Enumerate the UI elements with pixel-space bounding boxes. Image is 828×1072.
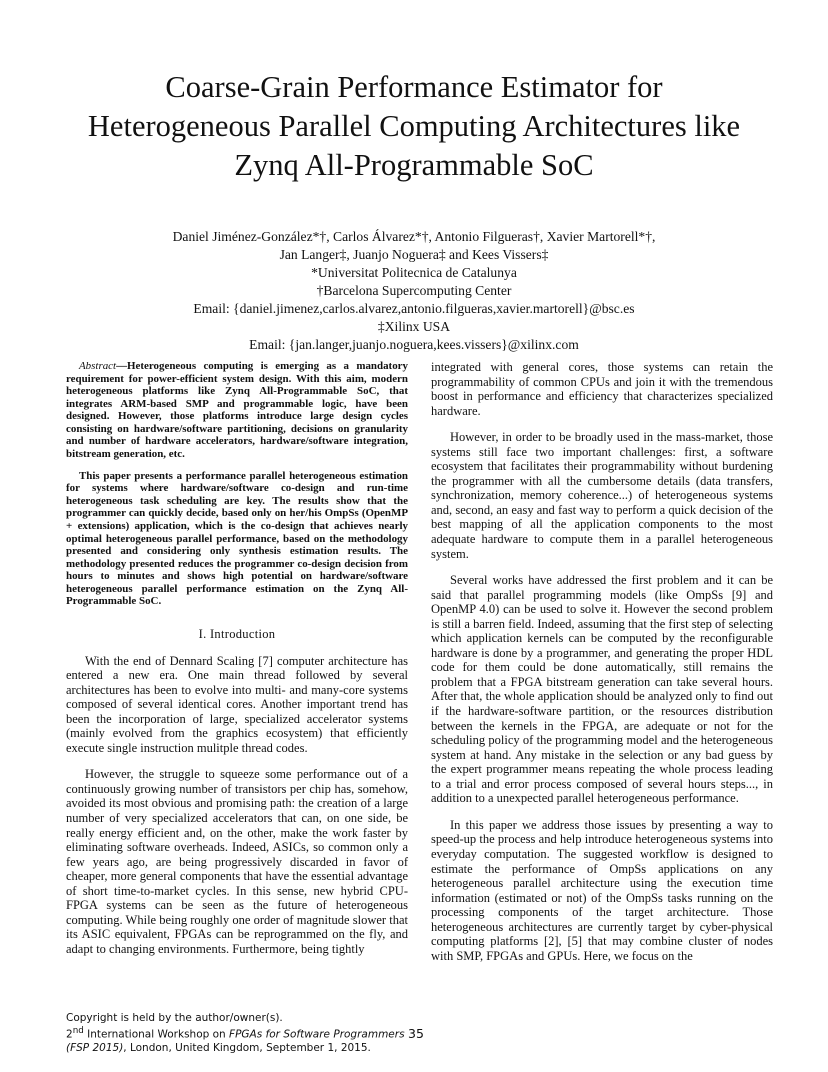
paper-title <box>40 68 788 185</box>
affiliation: ‡Xilinx USA <box>377 319 451 334</box>
email-line: Email: {daniel.jimenez,carlos.alvarez,antonio.filgueras,xavier.martorell}@bsc.es <box>193 301 635 316</box>
body-paragraph: However, in order to be broadly used in the mass-market, those systems still face two important challenges: first, a software ecosystem that facilitates their programmability without burdening the programmer with all the cumbersome details (data transfers, synchronization, memory coherence...) of heterogeneous systems and, second, an easy and fast way to perform a quick decision of the best mapping of all the application components to the most adequate hardware to compute them in a parallel heterogeneous system. <box>431 430 773 561</box>
title-line: Coarse-Grain Performance Estimator for <box>165 70 663 104</box>
abstract-label: Abstract <box>79 360 117 372</box>
workshop-line <box>66 1025 405 1042</box>
affiliation: *Universitat Politecnica de Catalunya <box>311 265 517 280</box>
title-line: Heterogeneous Parallel Computing Architectures like <box>87 109 741 143</box>
workshop-acronym: (FSP 2015) <box>66 1041 124 1054</box>
right-column <box>431 360 773 963</box>
workshop-name: FPGAs for Software Programmers <box>229 1028 405 1041</box>
author-list: Daniel Jiménez-González*†, Carlos Álvarez*†, Antonio Filgueras†, Xavier Martorell*†, <box>172 229 656 244</box>
body-paragraph: In this paper we address those issues by presenting a way to speed-up the process and help introduce heterogeneous systems into everyday computation. The suggested workflow is designed to estimate the performance of OmpSs applications on any heterogeneous parallel architecture using the execution time information (estimated or not) of the OmpSs tasks running on the processing components of the target architecture. Those heterogeneous architectures are currently target by cyber-physical computing platforms [2], [5] that may combine cluster of nodes with SMP, FPGAs and GPUs. Here, we focus on the <box>431 817 773 963</box>
email-line: Email: {jan.langer,juanjo.noguera,kees.vissers}@xilinx.com <box>249 337 579 352</box>
page-number: 35 <box>408 1026 424 1041</box>
copyright-line: Copyright is held by the author/owner(s). <box>66 1012 283 1024</box>
workshop-ordinal: 2 <box>66 1028 73 1041</box>
author-list: Jan Langer‡, Juanjo Noguera‡ and Kees Vissers‡ <box>279 247 549 262</box>
copyright-footer <box>66 1012 405 1055</box>
body-paragraph: With the end of Dennard Scaling [7] computer architecture has entered a new era. One main thread followed by several architectures has been to evolve into multi- and many-core systems composed of several identical cores. Another important trend has been the incorporation of large, specialized accelerator systems (mainly evolved from the graphics ecosystem) that efficiently execute single instruction mulitple thread codes. <box>66 653 408 755</box>
body-paragraph: Several works have addressed the first problem and it can be said that parallel programming models (like OmpSs [9] and OpenMP 4.0) can be used to solve it. However the second problem is still a barren field. Indeed, assuming that the first step of selecting which application kernels can be computed by the reconfigurable hardware is done by a programmer, and generating the proper HDL code for them could be done automatically, still remains the problem that a FPGA bitstream generation can take several hours. After that, the whole application should be analyzed only to find out if the hardware-software partition, or the resources distribution between the kernels in the FPGA, are adequate or not for the scheduling policy of the programming model and the heterogeneous system at hand. Any mistake in the selection or any bad guess by the expert programmer means repeating the whole process leading to a trial and error process composed of several hours steps..., in addition to a unexpected parallel heterogeneous performance. <box>431 573 773 806</box>
body-paragraph: However, the struggle to squeeze some performance out of a continuously growing number of transistors per chip has, somehow, avoided its most obvious and promising path: the creation of a large number of very specialized accelerators that can, on one side, be really energy efficient and, on the other, make the work faster by eliminating software overheads. Indeed, ASICs, so common only a few years ago, are being progressively discarded in favor of cheaper, more general components that have the essential advantage of short time-to-market cycles. In this sense, new hybrid CPU-FPGA systems can be seen as the future of heterogeneous computing. While being roughly one order of magnitude slower that its ASIC equivalent, FPGAs can be reprogrammed on the fly, and adapt to changing environments. Furthermore, being tightly <box>66 767 408 956</box>
abstract-text: —Heterogeneous computing is emerging as a mandatory requirement for power-efficient system design. With this aim, modern heterogeneous platforms like Zynq All-Programmable SoC, that integrates ARM-based SMP and programmable logic, have been designed. However, those platforms introduce large design cycles consisting on hardware/software partitioning, decisions on granularity and number of hardware accelerators, hardware/software integration, bitstream generation, etc. <box>66 360 408 461</box>
venue-line <box>66 1042 405 1055</box>
body-paragraph: integrated with general cores, those systems can retain the programmability of common CPUs and join it with the tremendous boost in performance and efficiency that characterizes specialized hardware. <box>431 360 773 418</box>
abstract-paragraph: This paper presents a performance parallel heterogeneous estimation for systems where hardware/software co-design and run-time heterogeneous task scheduling are key. The results show that the programmer can quickly decide, based only on her/his OmpSs (OpenMP + extensions) application, which is the co-design that achieves nearly optimal heterogeneous parallel performance, based on the methodology presented and considering only synthesis estimation results. The methodology presented reduces the programmer co-design decision from hours to minutes and shows high potential on hardware/software heterogeneous parallel performance estimation on the Zynq All-Programmable SoC. <box>66 469 408 608</box>
section-heading: I. Introduction <box>198 626 276 641</box>
venue-text: , London, United Kingdom, September 1, 2015. <box>123 1041 371 1054</box>
title-line: Zynq All-Programmable SoC <box>234 148 594 182</box>
workshop-ordinal-suffix: nd <box>72 1026 84 1036</box>
affiliation: †Barcelona Supercomputing Center <box>316 283 512 298</box>
left-column <box>66 360 408 956</box>
abstract-paragraph <box>66 360 408 461</box>
workshop-text: International Workshop on <box>83 1028 230 1041</box>
author-block <box>60 228 768 354</box>
